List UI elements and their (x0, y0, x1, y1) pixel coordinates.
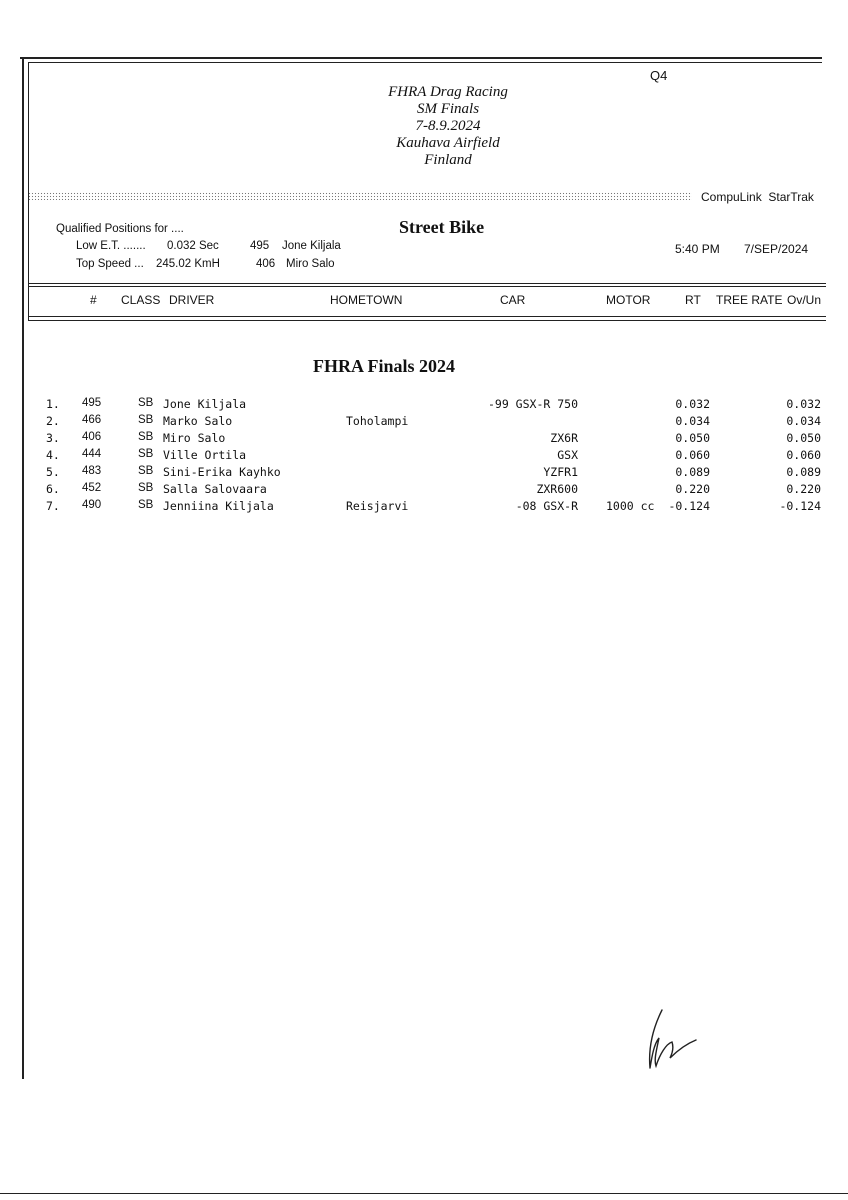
row-7-car: -08 GSX-R (515, 499, 578, 513)
row-7-motor: 1000 cc (606, 499, 655, 513)
event-title-line-2: SM Finals (416, 101, 480, 117)
low-et-driver: Jone Kiljala (282, 240, 341, 252)
report-date: 7/SEP/2024 (744, 242, 809, 256)
row-2-num: 466 (82, 414, 102, 426)
row-6-ovun: 0.220 (786, 482, 821, 496)
row-3-car: ZX6R (550, 431, 578, 445)
row-4-ovun: 0.060 (786, 448, 821, 462)
row-1-rt: 0.032 (675, 397, 710, 411)
row-7-rt: -0.124 (668, 499, 710, 513)
left-border-inner (28, 62, 29, 320)
column-header-motor: MOTOR (606, 293, 651, 307)
event-title-line-3: 7-8.9.2024 (415, 118, 481, 134)
row-3-num: 406 (82, 431, 102, 443)
row-2-pos: 2. (46, 414, 60, 428)
column-header-tree-rate: TREE RATE (716, 293, 783, 307)
header-separator-top-2 (28, 286, 826, 287)
row-7-hometown: Reisjarvi (346, 499, 409, 513)
row-1-num: 495 (82, 397, 102, 409)
row-1-class: SB (138, 397, 154, 409)
row-1-car: -99 GSX-R 750 (487, 397, 578, 411)
row-6-class: SB (138, 482, 154, 494)
low-et-value: 0.032 Sec (167, 240, 219, 252)
event-title-line-5: Finland (424, 152, 472, 168)
bottom-border (0, 1193, 848, 1194)
row-4-driver: Ville Ortila (163, 448, 247, 462)
row-5-class: SB (138, 465, 154, 477)
column-header-class: CLASS (121, 293, 161, 307)
row-5-num: 483 (82, 465, 102, 477)
row-5-ovun: 0.089 (786, 465, 821, 479)
qualified-heading: Qualified Positions for .... (56, 223, 184, 235)
row-4-car: GSX (557, 448, 578, 462)
row-6-num: 452 (82, 482, 102, 494)
column-header-rt: RT (685, 293, 701, 307)
low-et-label: Low E.T. ....... (76, 240, 146, 252)
row-1-pos: 1. (46, 397, 60, 411)
row-5-car: YZFR1 (543, 465, 578, 479)
top-speed-driver: Miro Salo (286, 258, 335, 270)
row-2-rt: 0.034 (675, 414, 710, 428)
top-border (20, 57, 822, 59)
header-separator-bottom-2 (28, 320, 826, 321)
report-time: 5:40 PM (675, 242, 720, 256)
row-2-hometown: Toholampi (346, 414, 409, 428)
row-1-driver: Jone Kiljala (163, 397, 247, 411)
row-7-driver: Jenniina Kiljala (163, 499, 274, 513)
row-5-rt: 0.089 (675, 465, 710, 479)
event-title-line-4: Kauhava Airfield (396, 135, 500, 151)
event-title (348, 84, 548, 169)
row-7-class: SB (138, 499, 154, 511)
left-border (22, 57, 24, 1079)
row-4-pos: 4. (46, 448, 60, 462)
row-3-pos: 3. (46, 431, 60, 445)
top-border-inner (28, 62, 822, 63)
top-speed-number: 406 (256, 258, 276, 270)
row-5-pos: 5. (46, 465, 60, 479)
row-2-class: SB (138, 414, 154, 426)
class-title: Street Bike (399, 217, 485, 237)
section-title: FHRA Finals 2024 (313, 356, 456, 376)
row-5-driver: Sini-Erika Kayhko (163, 465, 281, 479)
column-header-driver: DRIVER (169, 293, 215, 307)
row-4-num: 444 (82, 448, 102, 460)
header-separator-top (28, 283, 826, 284)
low-et-number: 495 (250, 240, 270, 252)
column-header-car: CAR (500, 293, 526, 307)
row-3-ovun: 0.050 (786, 431, 821, 445)
row-6-rt: 0.220 (675, 482, 710, 496)
row-3-rt: 0.050 (675, 431, 710, 445)
row-3-class: SB (138, 431, 154, 443)
top-speed-value: 245.02 KmH (156, 258, 220, 270)
row-4-rt: 0.060 (675, 448, 710, 462)
row-7-num: 490 (82, 499, 102, 511)
row-6-pos: 6. (46, 482, 60, 496)
row-3-driver: Miro Salo (163, 431, 226, 445)
row-6-driver: Salla Salovaara (163, 482, 267, 496)
row-1-ovun: 0.032 (786, 397, 821, 411)
row-7-ovun: -0.124 (779, 499, 821, 513)
column-header-hometown: HOMETOWN (330, 293, 403, 307)
top-speed-label: Top Speed ... (76, 258, 144, 270)
column-header-num: # (90, 293, 97, 307)
round-label: Q4 (650, 68, 668, 83)
row-2-ovun: 0.034 (786, 414, 821, 428)
event-title-line-1: FHRA Drag Racing (388, 84, 508, 100)
column-header-ovun: Ov/Un (787, 293, 822, 307)
row-6-car: ZXR600 (536, 482, 578, 496)
row-4-class: SB (138, 448, 154, 460)
timing-system: CompuLink StarTrak (701, 190, 814, 204)
row-2-driver: Marko Salo (163, 414, 233, 428)
row-7-pos: 7. (46, 499, 60, 513)
header-separator-bottom (28, 316, 826, 317)
signature (640, 998, 710, 1073)
dotted-separator (28, 192, 692, 200)
